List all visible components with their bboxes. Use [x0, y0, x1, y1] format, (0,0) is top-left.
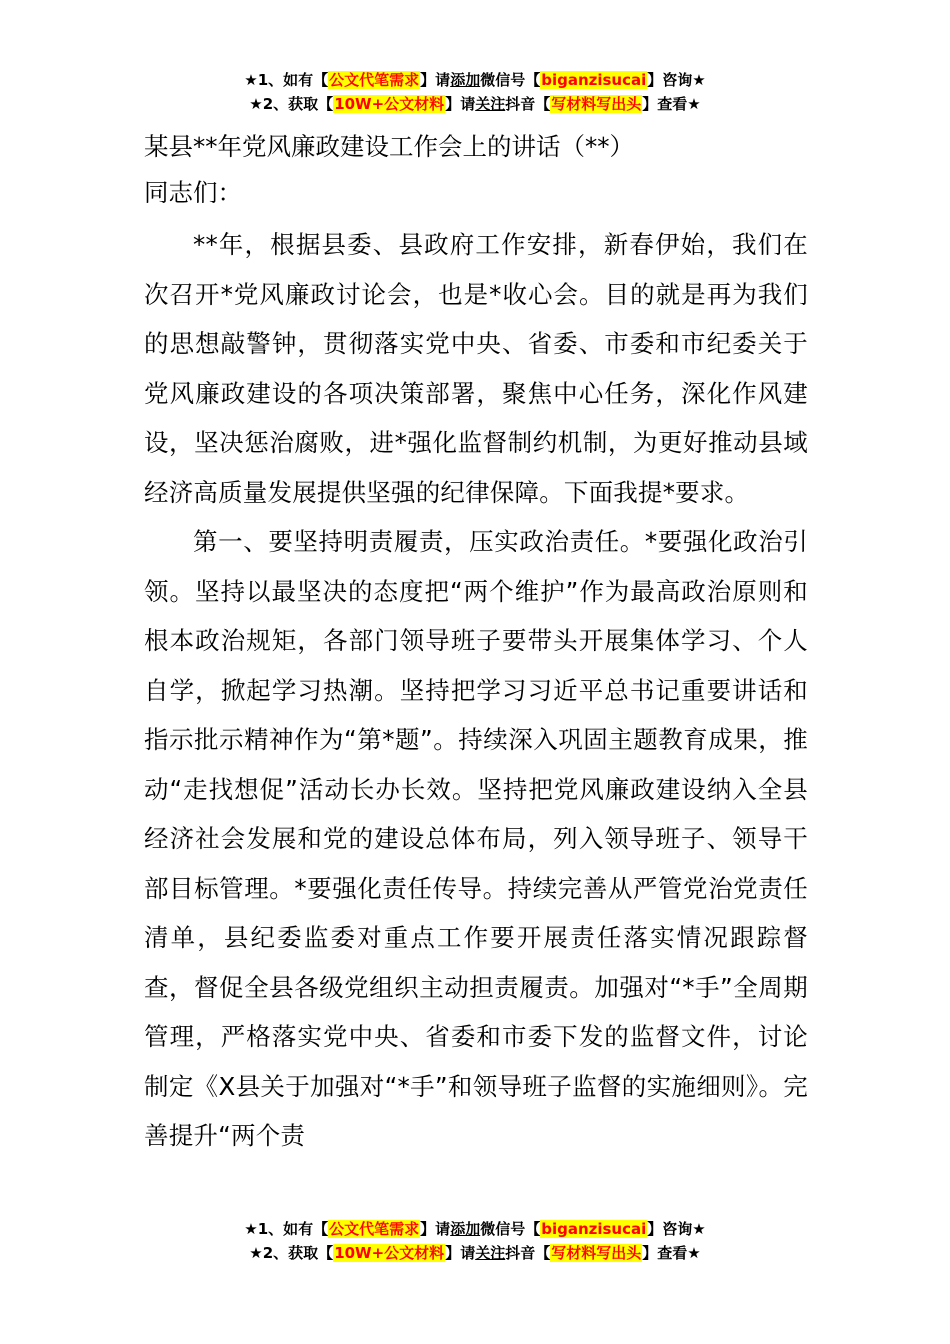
ad-text-add: 添加: [450, 1220, 481, 1238]
ad-text: 】请: [420, 1220, 451, 1238]
ad-text: ★2、获取【: [249, 95, 334, 113]
ad-text: 抖音【: [505, 1244, 551, 1262]
ad-text: 微信号【: [480, 1220, 541, 1238]
ad-text: ★1、如有【: [244, 71, 329, 89]
ad-highlight-need: 公文代笔需求: [329, 1220, 420, 1238]
ad-text-follow: 关注: [475, 1244, 506, 1262]
footer-ad-line-2: [0, 1241, 950, 1265]
header-ad-line-1: [0, 68, 950, 92]
ad-highlight-account: 写材料写出头: [551, 1244, 642, 1262]
ad-text-add: 添加: [450, 71, 481, 89]
ad-text: 】请: [445, 1244, 476, 1262]
document-title: 某县**年党风廉政建设工作会上的讲话（**）: [144, 132, 634, 161]
ad-highlight-account: 写材料写出头: [551, 95, 642, 113]
ad-text: 】请: [420, 71, 451, 89]
document-paragraph-2: 第一、要坚持明责履责，压实政治责任。*要强化政治引领。坚持以最坚决的态度把“两个维护”作为最高政治原则和根本政治规矩，各部门领导班子要带头开展集体学习、个人自学，掀起学习热潮。坚持把学习习近平总书记重要讲话和指示批示精神作为“第*题”。持续深入巩固主题教育成果，推动“走找想促”活动长办长效。坚持把党风廉政建设纳入全县经济社会发展和党的建设总体布局，列入领导班子、领导干部目标管理。*要强化责任传导。持续完善从严管党治党责任清单，县纪委监委对重点工作要开展责任落实情况跟踪督查，督促全县各级党组织主动担责履责。加强对“*手”全周期管理，严格落实党中央、省委和市委下发的监督文件，讨论制定《X县关于加强对“*手”和领导班子监督的实施细则》。完善提升“两个责: [144, 527, 808, 1150]
footer-ad-banner: [0, 1217, 950, 1265]
ad-text: 】请: [445, 95, 476, 113]
document-body: [144, 124, 808, 1161]
ad-text: 】咨询★: [647, 71, 706, 89]
footer-ad-line-1: [0, 1217, 950, 1241]
ad-text: ★2、获取【: [249, 1244, 334, 1262]
ad-text: 】查看★: [642, 1244, 701, 1262]
ad-text-follow: 关注: [475, 95, 506, 113]
ad-text: 微信号【: [480, 71, 541, 89]
ad-highlight-materials: 10W+公文材料: [334, 95, 445, 113]
ad-highlight-wechat-id: biganzisucai: [541, 71, 647, 89]
header-ad-line-2: [0, 92, 950, 116]
ad-text: 抖音【: [505, 95, 551, 113]
ad-text: ★1、如有【: [244, 1220, 329, 1238]
ad-highlight-materials: 10W+公文材料: [334, 1244, 445, 1262]
document-paragraph-1: **年，根据县委、县政府工作安排，新春伊始，我们在次召开*党风廉政讨论会，也是*收心会。目的就是再为我们的思想敲警钟，贯彻落实党中央、省委、市委和市纪委关于党风廉政建设的各项决策部署，聚焦中心任务，深化作风建设，坚决惩治腐败，进*强化监督制约机制，为更好推动县域经济高质量发展提供坚强的纪律保障。下面我提*要求。: [144, 230, 808, 507]
ad-highlight-wechat-id: biganzisucai: [541, 1220, 647, 1238]
header-ad-banner: [0, 68, 950, 116]
document-salutation: 同志们：: [144, 178, 242, 207]
ad-highlight-need: 公文代笔需求: [329, 71, 420, 89]
ad-text: 】咨询★: [647, 1220, 706, 1238]
ad-text: 】查看★: [642, 95, 701, 113]
